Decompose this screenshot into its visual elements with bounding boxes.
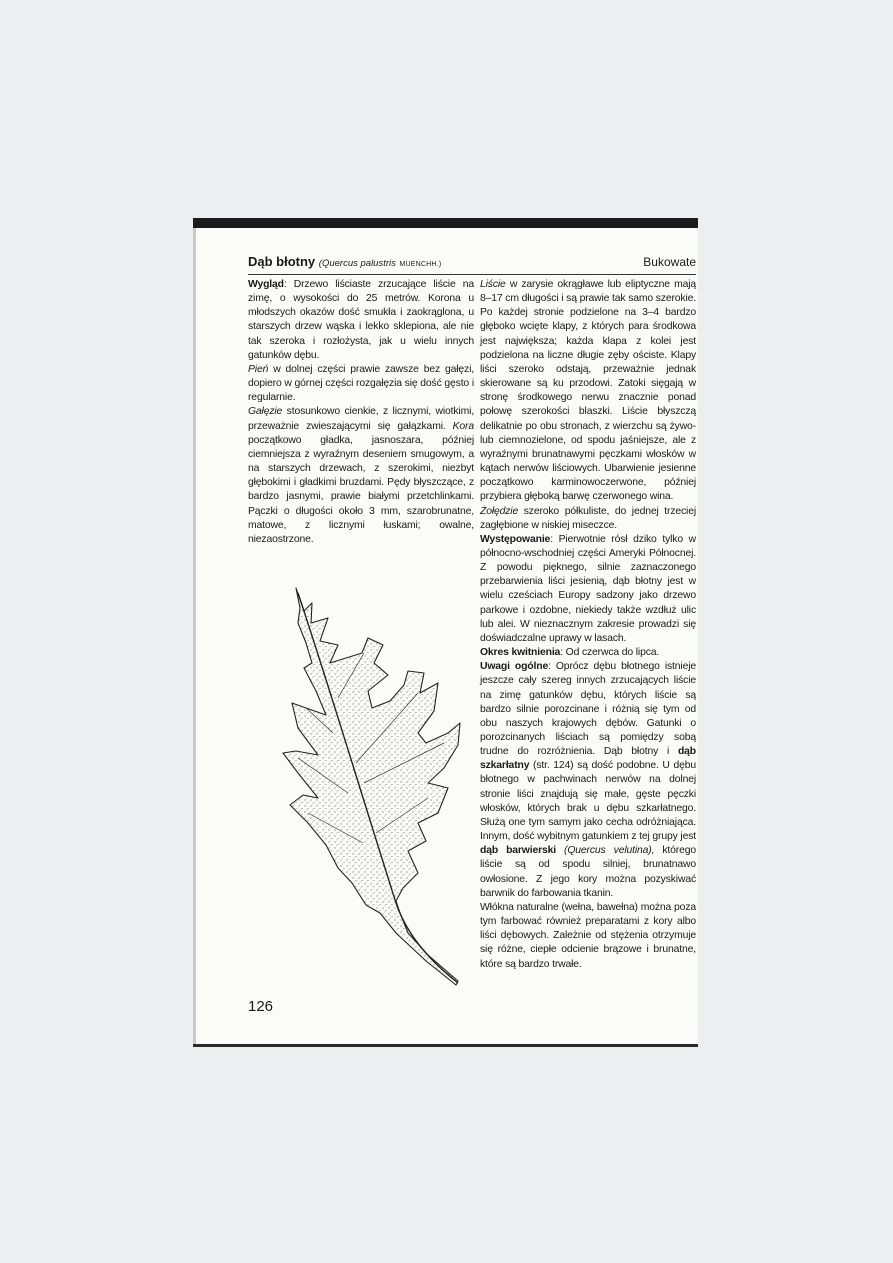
label-appearance: Wygląd	[248, 279, 284, 290]
text-appearance: : Drzewo liściaste zrzucające liście na zimę, o wysokości do 25 metrów. Korona u młodszych okazów dość smukła i zaokrąglona, u starszych drzew wąska i lekko sklepiona, ale nie tak szeroka i rozłożysta, jak u wielu innych gatunków dębu.	[248, 279, 474, 361]
text-remarks-a: : Oprócz dębu błotnego istnieje jeszcze cały szereg innych zrzucających liście na zimę gatunków dębu, których liście są bardzo silnie porozcinane i różnią się tym od obu naszych krajowych dębów. Gatunki o porozcinanych liściach są pomiędzy sobą trudne do rozróżnienia. Dąb błotny i	[480, 661, 696, 758]
species-latin-name: (Quercus palustris	[318, 258, 396, 269]
paragraph-acorns	[480, 505, 696, 533]
text-acorns: szeroko półkuliste, do jednej trzeciej zagłębione w niskiej miseczce.	[480, 505, 696, 531]
oak-leaf-drawing-icon	[268, 583, 483, 998]
paragraph-appearance	[248, 278, 474, 363]
species-name: Dąb błotny	[248, 254, 316, 269]
text-branches: stosunkowo cienkie, z licznymi, wiotkimi, przeważnie zwieszającymi się gałązkami.	[248, 406, 474, 432]
term-black-oak-latin: (Quercus velutina),	[556, 845, 655, 857]
label-leaves: Liście	[480, 279, 506, 290]
term-black-oak: dąb barwierski	[480, 845, 556, 857]
paragraph-branches	[248, 405, 474, 547]
right-column	[480, 278, 696, 972]
page-number: 126	[248, 998, 274, 1015]
paragraph-dyeing	[480, 901, 696, 972]
paragraph-leaves	[480, 278, 696, 505]
term-scarlet-oak: dąb szkarłatny	[480, 746, 696, 772]
text-occurrence: : Pierwotnie rósł dziko tylko w północno-wschodniej części Ameryki Północnej. Z powodu pięknego, silnie zaznaczonego przebarwienia liści jesienią, dąb błotny jest w wielu cześciach Europy sadzony jako drzewo parkowe i ozdobne, niekiedy także wzdłuż ulic lub alei. W nieznacznym zakresie prowadzi się doświadczalne uprawy w lasach.	[480, 533, 696, 644]
page-header	[248, 254, 696, 275]
label-occurrence: Występowanie	[480, 533, 551, 545]
text-leaves: w zarysie okrągławe lub eliptyczne mają 8–17 cm długości i są prawie tak samo szerokie. Po każdej stronie podzielone na 3–4 bardzo głęboko wcięte klapy, z których para środkowa jest największa; każda klapa z kolei jest podzielona na liczne długie zęby ościste. Klapy liści szeroko odstają, przeważnie jednak skierowane są ku przodowi. Zatoki sięgają w stronę środkowego nerwu znacznie ponad połowę szerokości blaszki. Liście błyszczą delikatnie po obu stronach, z wierzchu są żywo- lub ciemnozielone, od spodu jaśniejsze, ale z wyraźnymi brunatnawymi pęczkami włosków w kątach nerwów liściowych. Ubarwienie jesienne początkowo karminowoczerwone, później przybiera głęboką barwę czerwonego wina.	[480, 279, 696, 503]
family-name: Bukowate	[643, 255, 696, 269]
text-bark: początkowo gładka, jasnoszara, później ciemniejsza z wyraźnym deseniem smugowym, a na starszych drzewach, z szerokimi, niezbyt głębokimi i gładkimi bruzdami. Pędy błyszczące, z bardzo jasnymi, prawie białymi przetchlinkami. Pączki o długości około 3 mm, szarobrunatne, matowe, z licznymi łuskami; owalne, niezaostrzone.	[248, 434, 474, 545]
paragraph-remarks	[480, 660, 696, 901]
scan-bottom-edge	[193, 1044, 698, 1047]
label-branches: Gałęzie	[248, 406, 283, 418]
label-bark: Kora	[452, 420, 474, 432]
text-trunk: w dolnej części prawie zawsze bez gałęzi, dopiero w górnej części rozgałęzia się dość gęsto i regularnie.	[248, 363, 474, 404]
scan-left-edge	[193, 228, 196, 1047]
text-flowering: : Od czerwca do lipca.	[560, 647, 660, 659]
label-acorns: Żołędzie	[480, 505, 519, 517]
book-page-scan	[193, 218, 698, 1047]
label-trunk: Pień	[248, 363, 269, 375]
left-column	[248, 278, 474, 547]
label-flowering: Okres kwitnienia	[480, 647, 561, 659]
species-author: MUENCHH.)	[399, 261, 442, 268]
paragraph-flowering	[480, 646, 696, 660]
text-dyeing: Włókna naturalne (wełna, bawełna) można poza tym farbować również preparatami z kory albo liści dębowych. Zależnie od stężenia otrzymuje się różne, ciepłe odcienie brązowe i brunatne, które są bardzo trwałe.	[480, 901, 696, 970]
paragraph-occurrence	[480, 533, 696, 646]
label-remarks: Uwagi ogólne	[480, 661, 549, 673]
scan-top-edge	[193, 218, 698, 228]
text-remarks-c: którego liście są od spodu silniej, brunatnawo owłosione. Z jego kory można pozyskiwać barwnik do farbowania tkanin.	[480, 845, 696, 899]
species-title	[248, 254, 441, 269]
text-remarks-b: (str. 124) są dość podobne. U dębu błotnego w pachwinach nerwów na dolnej stronie liści znajdują się małe, gęste pęczki włosków, których brak u dębu szkarłatnego. Służą one tym samym jako cecha odróżniająca. Innym, dość wybitnym gatunkiem z tej grupy jest	[480, 760, 696, 843]
paragraph-trunk	[248, 363, 474, 405]
